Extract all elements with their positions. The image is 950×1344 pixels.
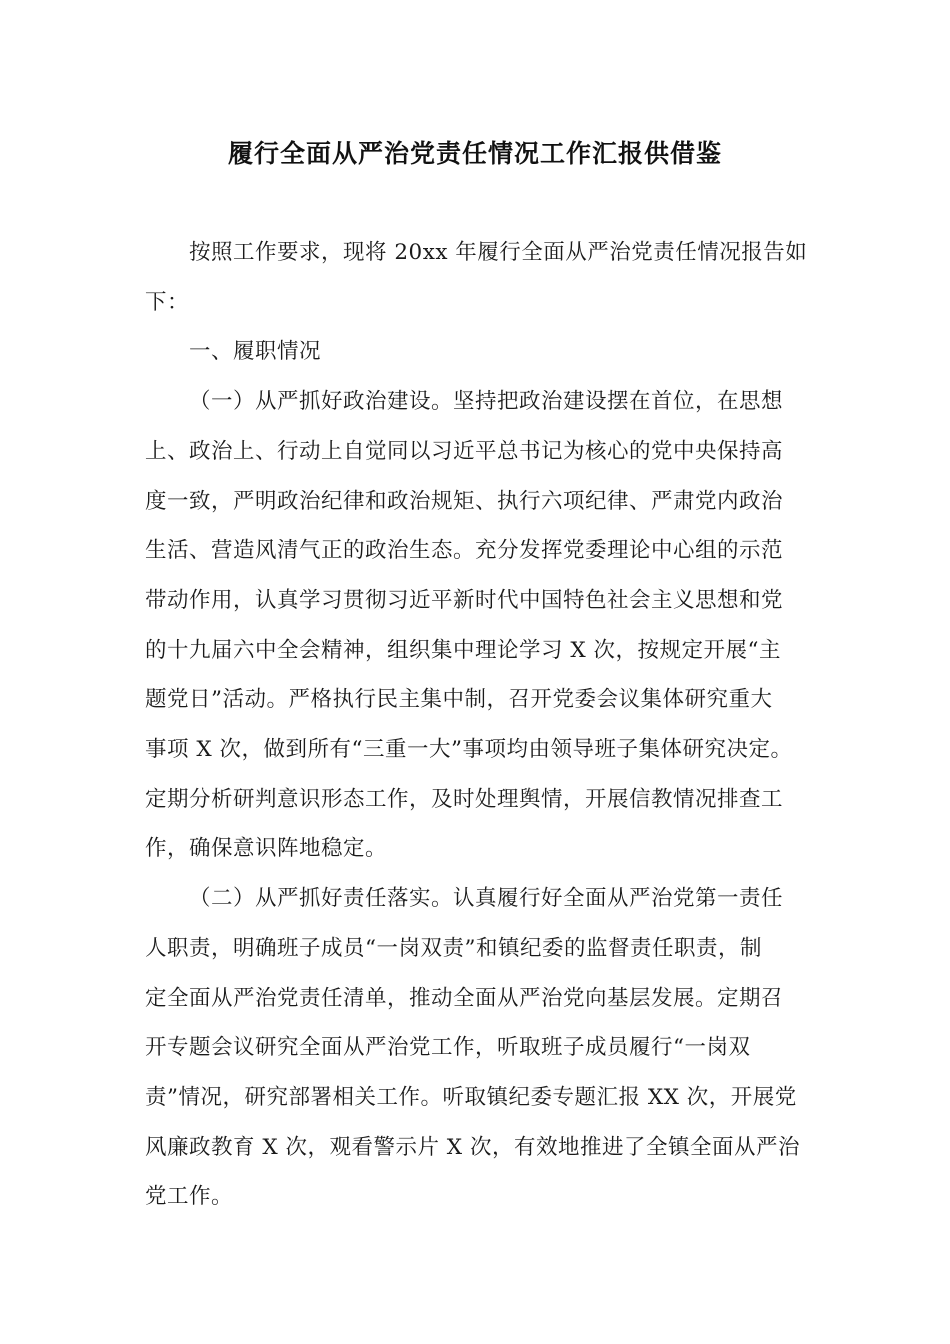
text-line: 下： [145, 289, 190, 315]
text-line: 题党日”活动。严格执行民主集中制，召开党委会议集体研究重大 [145, 687, 773, 713]
text-line: （一）从严抓好政治建设。坚持把政治建设摆在首位，在思想 [189, 389, 784, 415]
paragraph-intro [145, 228, 808, 327]
text-line: 作，确保意识阵地稳定。 [145, 836, 388, 862]
text-line: 按照工作要求，现将 20xx 年履行全面从严治党责任情况报告如 [189, 240, 808, 265]
document-body [145, 228, 808, 1222]
text-line: 度一致，严明政治纪律和政治规矩、执行六项纪律、严肃党内政治 [145, 488, 784, 514]
text-line: 责”情况，研究部署相关工作。听取镇纪委专题汇报 XX 次，开展党 [145, 1084, 797, 1110]
text-line: 定全面从严治党责任清单，推动全面从严治党向基层发展。定期召 [145, 985, 784, 1011]
text-line: 带动作用，认真学习贯彻习近平新时代中国特色社会主义思想和党 [145, 587, 784, 613]
text-line: 风廉政教育 X 次，观看警示片 X 次，有效地推进了全镇全面从严治 [145, 1134, 800, 1160]
paragraph-item-1 [145, 377, 805, 874]
text-line: 生活、营造风清气正的政治生态。充分发挥党委理论中心组的示范 [145, 538, 784, 564]
document-title: 履行全面从严治党责任情况工作汇报供借鉴 [227, 139, 722, 168]
text-line: 的十九届六中全会精神，组织集中理论学习 X 次，按规定开展“主 [145, 637, 781, 663]
text-line: 党工作。 [145, 1184, 234, 1210]
text-line: 上、政治上、行动上自觉同以习近平总书记为核心的党中央保持高 [145, 438, 784, 464]
text-line: 人职责，明确班子成员“一岗双责”和镇纪委的监督责任职责，制 [145, 935, 762, 961]
text-line: （二）从严抓好责任落实。认真履行好全面从严治党第一责任 [189, 886, 784, 912]
section-heading [145, 327, 805, 377]
text-line: 定期分析研判意识形态工作，及时处理舆情，开展信教情况排查工 [145, 786, 784, 812]
text-line: 开专题会议研究全面从严治党工作，听取班子成员履行“一岗双 [145, 1035, 751, 1061]
text-line: 事项 X 次，做到所有“三重一大”事项均由领导班子集体研究决定。 [145, 737, 793, 763]
section-heading-text: 一、履职情况 [189, 339, 322, 365]
paragraph-item-2 [145, 874, 805, 1222]
